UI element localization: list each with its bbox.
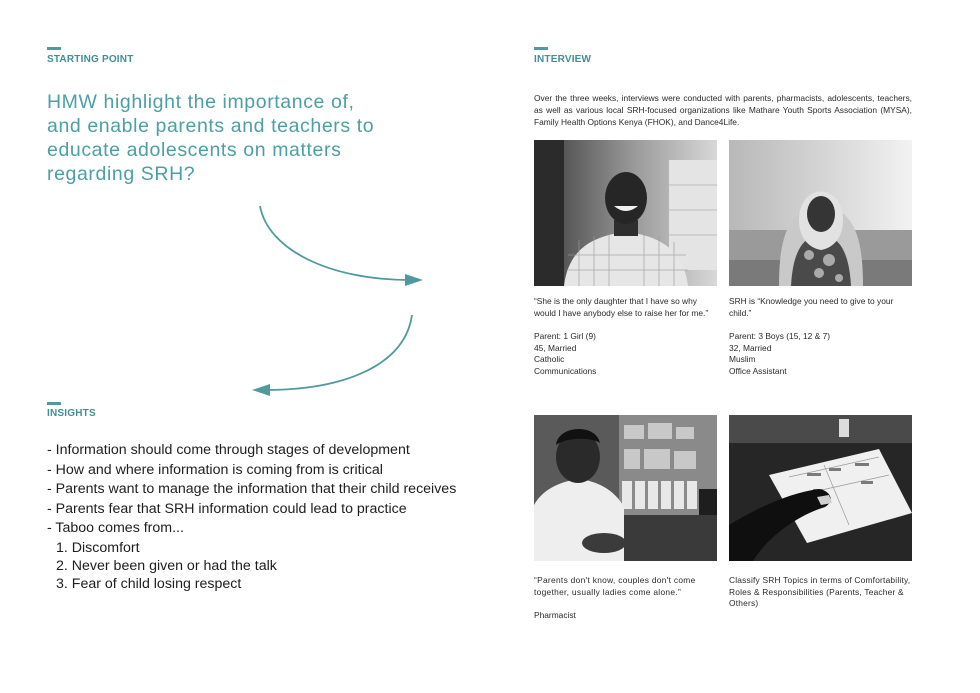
interview-quote: SRH is “Knowledge you need to give to your child.” xyxy=(729,296,894,318)
insight-item: - How and where information is coming from is critical xyxy=(47,461,383,478)
interview-detail: Communications xyxy=(534,365,597,376)
arrowhead-left xyxy=(252,384,270,396)
arrow-curve-left xyxy=(265,315,412,390)
photo-pharmacist xyxy=(534,415,717,561)
starting-point-heading: STARTING POINT xyxy=(47,54,134,65)
interview-detail: Parent: 3 Boys (15, 12 & 7) xyxy=(729,331,831,342)
interview-quote: “Parents don't know, couples don't come together, usually ladies come alone.” xyxy=(534,575,696,597)
interview-detail: Catholic xyxy=(534,354,565,365)
arrow-curve-right xyxy=(260,206,410,280)
taboo-reason: 1. Discomfort xyxy=(56,539,140,556)
photo-parent-mother xyxy=(729,140,912,286)
insight-item: - Taboo comes from... xyxy=(47,520,184,537)
arrowhead-right xyxy=(405,274,423,286)
photo-parent-father xyxy=(534,140,717,286)
interview-detail: Pharmacist xyxy=(534,610,576,621)
interview-caption-2 xyxy=(729,296,912,378)
photo-topic-worksheet xyxy=(729,415,912,561)
taboo-reason: 3. Fear of child losing respect xyxy=(56,575,242,592)
interview-quote: “She is the only daughter that I have so why would I have anybody else to raise her for me.” xyxy=(534,296,709,318)
interview-detail: Office Assistant xyxy=(729,365,787,376)
interview-caption-3 xyxy=(534,575,717,622)
taboo-reason: 2. Never been given or had the talk xyxy=(56,557,277,574)
interview-quote: Classify SRH Topics in terms of Comfortability, Roles & Responsibilities (Parents, Teacher & Others) xyxy=(729,575,911,609)
interview-detail: 45, Married xyxy=(534,342,577,353)
interview-caption-1 xyxy=(534,296,717,378)
insights-heading: INSIGHTS xyxy=(47,408,96,419)
interview-detail: Muslim xyxy=(729,354,756,365)
hmw-question: HMW highlight the importance of, and enable parents and teachers to educate adolescents on matters regarding SRH? xyxy=(47,91,375,185)
interview-detail: 32, Married xyxy=(729,342,772,353)
interview-caption-4 xyxy=(729,575,912,610)
interview-intro: Over the three weeks, interviews were conducted with parents, pharmacists, adolescents, teachers, as well as various local SRH-focused organizations like Mathare Youth Sports Association (MYSA), Family Health Options Kenya (FHOK), and Dance4Life. xyxy=(534,93,912,127)
insight-item: - Parents want to manage the information that their child receives xyxy=(47,481,457,498)
interview-heading: INTERVIEW xyxy=(534,54,592,65)
interview-detail: Parent: 1 Girl (9) xyxy=(534,331,596,342)
insight-item: - Parents fear that SRH information could lead to practice xyxy=(47,500,407,517)
insight-item: - Information should come through stages of development xyxy=(47,442,410,458)
insights-list xyxy=(47,441,487,593)
interview-accent xyxy=(534,47,548,50)
insights-accent xyxy=(47,402,61,405)
